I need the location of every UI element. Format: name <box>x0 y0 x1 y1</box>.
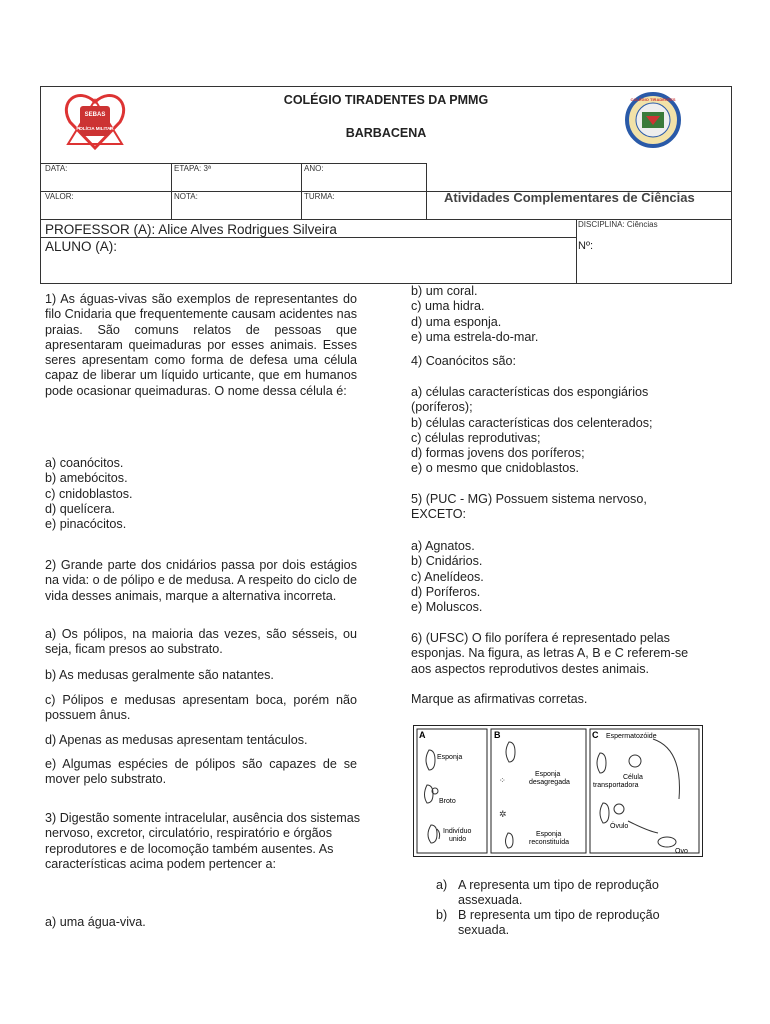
option[interactable]: e) uma estrela-do-mar. <box>411 329 539 344</box>
field-data: DATA: <box>45 164 68 173</box>
field-turma: TURMA: <box>304 192 335 201</box>
option[interactable]: e) pinacócitos. <box>45 517 127 532</box>
question-6-instruction: Marque as afirmativas corretas. <box>411 692 588 706</box>
option[interactable]: d) Apenas as medusas apresentam tentáculos. <box>45 733 308 747</box>
panel-a-letter: A <box>419 730 426 740</box>
option[interactable]: a) Os pólipos, na maioria das vezes, são sésseis, ou seja, ficam presos ao substrato. <box>45 627 357 657</box>
question-5-options <box>411 539 701 615</box>
option[interactable]: c) células reprodutivas; <box>411 430 541 445</box>
question-4-options <box>411 385 711 477</box>
svg-text:✲: ✲ <box>499 809 507 819</box>
left-logo-text-1: SEBAS <box>84 112 106 118</box>
student-line: ALUNO (A): <box>45 239 118 254</box>
panel-b-label: reconstituída <box>529 839 570 846</box>
option[interactable]: d) formas jovens dos poríferos; <box>411 446 585 461</box>
field-nota: NOTA: <box>174 192 198 201</box>
option[interactable]: e) o mesmo que cnidoblastos. <box>411 461 580 476</box>
school-logo-right <box>622 92 684 148</box>
professor-line: PROFESSOR (A): Alice Alves Rodrigues Silveira <box>45 222 337 237</box>
option[interactable]: a) Agnatos. <box>411 539 475 553</box>
field-ano: ANO: <box>304 164 324 173</box>
option[interactable]: c) Anelídeos. <box>411 569 484 584</box>
option-letter: b) <box>436 908 448 922</box>
option[interactable] <box>436 908 706 939</box>
question-1-options <box>45 456 357 532</box>
right-logo-text: COLÉGIO TIRADENTES <box>630 97 676 102</box>
question-4-text: 4) Coanócitos são: <box>411 354 517 368</box>
school-name: COLÉGIO TIRADENTES DA PMMG <box>283 93 489 107</box>
activity-title: Atividades Complementares de Ciências <box>444 190 695 205</box>
option-text: A representa um tipo de reprodução assexuada. <box>458 878 659 908</box>
option[interactable]: b) amebócitos. <box>45 471 128 486</box>
option[interactable]: d) quelícera. <box>45 501 116 516</box>
option-text: B representa um tipo de reprodução sexuada. <box>458 908 660 938</box>
field-valor: VALOR: <box>45 192 74 201</box>
panel-a-label: Esponja <box>437 754 463 761</box>
option[interactable]: c) Pólipos e medusas apresentam boca, porém não possuem ânus. <box>45 693 357 723</box>
option[interactable]: c) uma hidra. <box>411 299 485 314</box>
question-2-text: 2) Grande parte dos cnidários passa por dois estágios na vida: o de pólipo e de medusa. A respeito do ciclo de vida desses animais, marque a alternativa incorreta. <box>45 558 357 603</box>
panel-b-label: Esponja <box>535 771 561 778</box>
option[interactable]: a) coanócitos. <box>45 456 124 470</box>
question-6-text: 6) (UFSC) O filo porífera é representado pelas esponjas. Na figura, as letras A, B e C referem-se aos aspectos reprodutivos destes animais. <box>411 631 689 676</box>
panel-a-label: unido <box>449 836 467 843</box>
option[interactable]: e) Moluscos. <box>411 600 483 615</box>
option[interactable]: d) Poríferos. <box>411 584 481 599</box>
option[interactable] <box>436 878 706 909</box>
question-1-text: 1) As águas-vivas são exemplos de representantes do filo Cnidaria que frequentemente causam acidentes nas praias. São comuns relatos de pessoas que apresentaram queimaduras por esses animais. Esses seres apresentam como forma de defesa uma célula capaz de liberar um líquido urticante, que em humanos pode ocasionar queimaduras. O nome dessa célula é: <box>45 292 357 398</box>
option[interactable]: b) As medusas geralmente são natantes. <box>45 668 274 682</box>
option[interactable]: e) Algumas espécies de pólipos são capazes de se mover pelo substrato. <box>45 757 357 787</box>
field-etapa: ETAPA: 3ª <box>174 164 211 173</box>
question-5-text: 5) (PUC - MG) Possuem sistema nervoso, EXCETO: <box>411 492 647 522</box>
panel-b-label: Esponja <box>536 831 562 838</box>
panel-a-label: Broto <box>439 798 456 805</box>
svg-text:⁘: ⁘ <box>499 776 506 785</box>
school-city: BARBACENA <box>345 126 427 140</box>
panel-a-label: Indivíduo <box>443 828 472 835</box>
left-logo-text-2: POLÍCIA MILITAR <box>76 126 114 131</box>
reproduction-figure <box>413 725 703 857</box>
panel-c-label: Célula <box>623 774 643 781</box>
option[interactable]: a) uma água-viva. <box>45 915 146 929</box>
option[interactable]: a) células características dos espongiários (poríferos); <box>411 385 649 415</box>
option[interactable]: d) uma esponja. <box>411 314 502 329</box>
field-disciplina: DISCIPLINA: Ciências <box>578 220 658 229</box>
option[interactable]: b) Cnidários. <box>411 554 483 569</box>
panel-c-label: Óvulo <box>610 823 629 830</box>
question-3-options-continued <box>411 284 721 345</box>
question-3-text: 3) Digestão somente intracelular, ausência dos sistemas nervoso, excretor, circulatório, respiratório e órgãos reprodutores e de locomoção também ausentes. As características acima podem pertencer a: <box>45 811 361 871</box>
panel-b-label: desagregada <box>529 779 570 786</box>
school-logo-left <box>58 92 132 154</box>
panel-c-label: Espermatozóide <box>606 733 657 740</box>
panel-c-label: Ovo <box>675 848 688 855</box>
panel-c-label: transportadora <box>593 782 639 789</box>
option[interactable]: b) células características dos celenterados; <box>411 415 653 430</box>
panel-b-letter: B <box>494 730 501 740</box>
option[interactable]: c) cnidoblastos. <box>45 486 133 501</box>
field-numero: Nº: <box>578 240 594 252</box>
option[interactable]: b) um coral. <box>411 284 478 298</box>
panel-c-letter: C <box>592 730 599 740</box>
option-letter: a) <box>436 878 448 892</box>
